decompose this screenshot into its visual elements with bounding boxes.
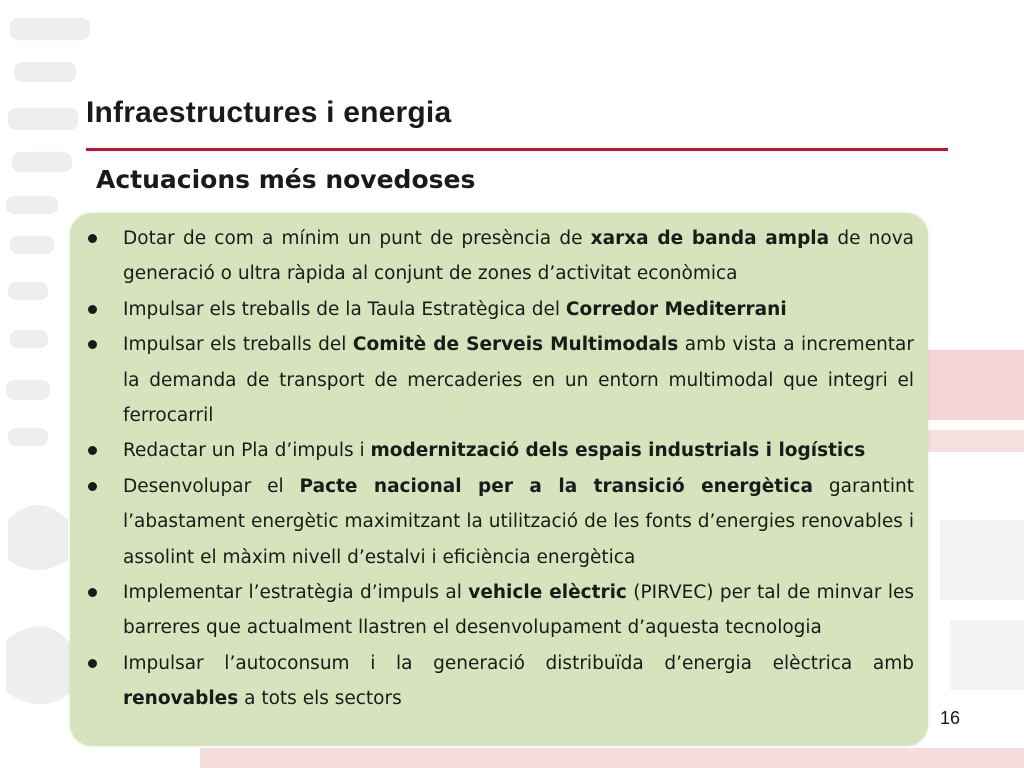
- bullet-emphasis: modernització dels espais industrials i logístics: [370, 440, 866, 462]
- section-subtitle: Actuacions més novedoses: [96, 165, 476, 194]
- bullet-text: Redactar un Pla d’impuls i: [123, 440, 371, 462]
- bullet-emphasis: Pacte nacional per a la transició energètica: [299, 475, 813, 497]
- bullet-emphasis: Comitè de Serveis Multimodals: [352, 334, 679, 356]
- bullet-dot-icon: [88, 482, 97, 491]
- slide-title: Infraestructures i energia: [86, 96, 452, 129]
- bullet-text: Impulsar els treballs del: [123, 334, 353, 356]
- actions-panel: [70, 213, 928, 746]
- bullet-text: Impulsar els treballs de la Taula Estratègica del: [123, 298, 566, 320]
- bullet-dot-icon: [88, 659, 97, 668]
- bullet-item: [84, 292, 914, 327]
- bullet-item: [84, 575, 914, 646]
- bullet-emphasis: renovables: [123, 688, 239, 710]
- bullet-item: [84, 327, 914, 433]
- page-number: 16: [940, 708, 961, 728]
- bullet-text: Desenvolupar el: [123, 475, 300, 497]
- bullet-dot-icon: [88, 340, 97, 349]
- bullet-item: [84, 433, 914, 468]
- title-divider: [86, 148, 948, 151]
- bullet-item: [84, 646, 914, 717]
- bullet-dot-icon: [88, 234, 97, 243]
- bullet-emphasis: Corredor Mediterrani: [565, 298, 787, 320]
- bullet-item: [84, 469, 914, 575]
- bullet-text: a tots els sectors: [238, 688, 402, 710]
- bullet-dot-icon: [88, 588, 97, 597]
- bullet-text: Dotar de com a mínim un punt de presència de: [123, 228, 591, 249]
- bullet-list: [84, 221, 914, 717]
- bullet-text: garantint l’abastament energètic maximitzant la utilització de les fonts d’energies renovables i assolint el màxim nivell d’estalvi i eficiència energètica: [123, 475, 914, 568]
- bullet-text: (PIRVEC) per tal de minvar les barreres que actualment llastren el desenvolupament d’aquesta tecnologia: [123, 582, 914, 639]
- bullet-emphasis: vehicle elèctric: [468, 582, 627, 604]
- bullet-text: Impulsar l’autoconsum i la generació distribuïda d’energia elèctrica amb: [123, 652, 914, 674]
- bullet-dot-icon: [88, 305, 97, 314]
- bullet-text: Implementar l’estratègia d’impuls al: [123, 582, 469, 604]
- bullet-item: [84, 221, 914, 292]
- bullet-emphasis: xarxa de banda ampla: [590, 228, 830, 249]
- bullet-text: amb vista a incrementar la demanda de transport de mercaderies en un entorn multimodal que integri el ferrocarril: [123, 334, 914, 427]
- bullet-dot-icon: [88, 446, 97, 455]
- bullet-text: de nova generació o ultra ràpida al conjunt de zones d’activitat econòmica: [123, 228, 914, 285]
